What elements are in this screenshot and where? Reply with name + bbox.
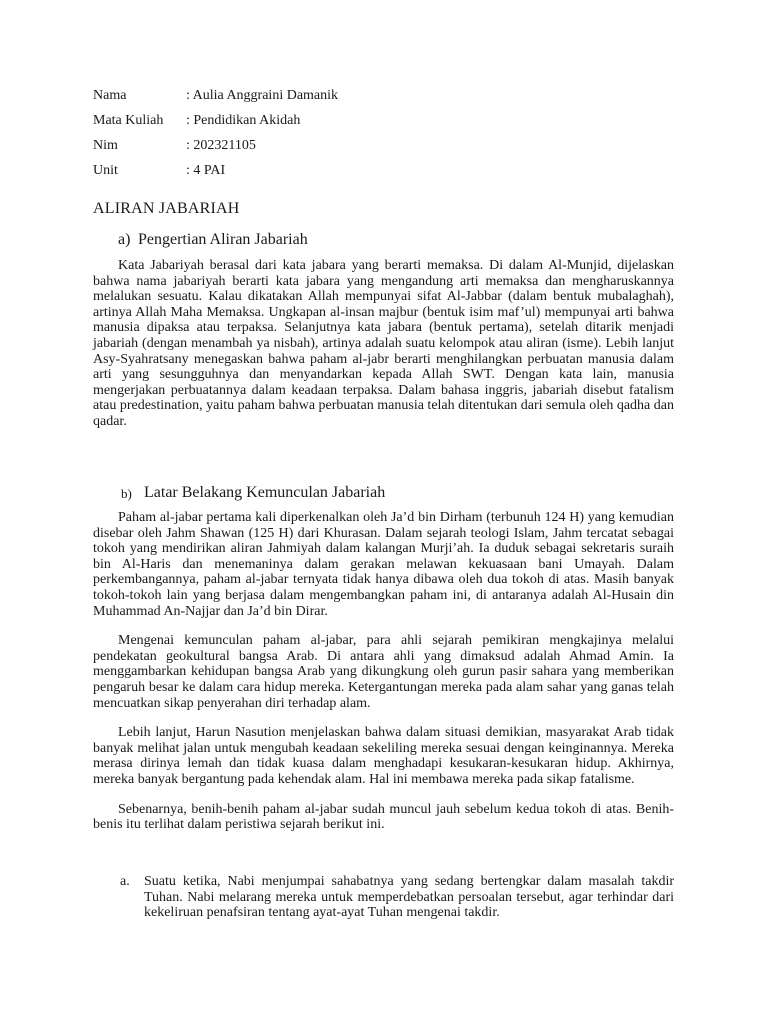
info-label: Mata Kuliah (93, 113, 164, 128)
info-label: Unit (93, 163, 118, 178)
paragraph: Mengenai kemunculan paham al-jabar, para ahli sejarah pemikiran mengkajinya melalui pendekatan geokultural bangsa Arab. Di antara ahli yang dimaksud adalah Ahmad Amin. Ia menggambarkan kehidupan bangsa Arab yang dikungkung oleh gurun pasir sahara yang memberikan pengaruh besar ke dalam cara hidup mereka. Ketergantungan mereka pada alam sahar yang ganas telah mencuatkan sikap penyerahan diri terhadap alam. (93, 633, 674, 711)
paragraph: Kata Jabariyah berasal dari kata jabara yang berarti memaksa. Di dalam Al-Munjid, dijelaskan bahwa nama jabariyah berarti kata jabara yang mengandung arti memaksa dan mengharuskannya melalukan sesuatu. Kalau dikatakan Allah mempunyai sifat Al-Jabbar (dalam bentuk mubalaghah), artinya Allah Maha Memaksa. Ungkapan al-insan majbur (bentuk isim maf’ul) mempunyai arti bahwa manusia dipaksa atau terpaksa. Selanjutnya kata jabara (bentuk pertama), setelah ditarik menjadi jabariah (dengan menambah ya nisbah), artinya adalah suatu kelompok atau aliran (isme). Lebih lanjut Asy-Syahratsany menegaskan bahwa paham al-jabr berarti menghilangkan perbuatan manusia dalam arti yang sesungguhnya dan menyandarkan kepada Allah SWT. Dengan kata lain, manusia mengerjakan perbuatannya dalam keadaan terpaksa. Dalam bahasa inggris, jabariah disebut fatalism atau predestination, yaitu paham bahwa perbuatan manusia telah ditentukan dari semula oleh qadha dan qadar. (93, 258, 674, 429)
section-letter: b) (121, 486, 132, 501)
info-value: : Pendidikan Akidah (186, 113, 301, 128)
info-value: : Aulia Anggraini Damanik (186, 88, 339, 103)
paragraph: Sebenarnya, benih-benih paham al-jabar sudah muncul jauh sebelum kedua tokoh di atas. Benih-benis itu terlihat dalam peristiwa sejarah berikut ini. (93, 801, 674, 833)
list-text: Suatu ketika, Nabi menjumpai sahabatnya yang sedang bertengkar dalam masalah takdir Tuhan. Nabi melarang mereka untuk memperdebatkan persoalan tersebut, agar terhindar dari kekeliruan penafsiran tentang ayat-ayat Tuhan mengenai takdir. (144, 874, 674, 921)
info-row-unit (93, 161, 338, 186)
student-info (93, 86, 338, 186)
document-title: ALIRAN JABARIAH (93, 200, 240, 217)
list-marker: a. (120, 874, 130, 889)
section-heading-b (121, 484, 385, 502)
info-label: Nim (93, 138, 118, 153)
paragraph: Lebih lanjut, Harun Nasution menjelaskan bahwa dalam situasi demikian, masyarakat Arab tidak banyak melihat jalan untuk mengubah keadaan sekeliling mereka sesuai dengan keinginannya. Mereka merasa dirinya lemah dan tidak kuasa dalam menghadapi kesukaran-kesukaran hidup. Akhirnya, mereka banyak bergantung pada kehendak alam. Hal ini membawa mereka pada sikap fatalisme. (93, 725, 674, 787)
info-row-nim (93, 136, 338, 161)
paragraph: Paham al-jabar pertama kali diperkenalkan oleh Ja’d bin Dirham (terbunuh 124 H) yang kemudian disebar oleh Jahm Shawan (125 H) dari Khurasan. Dalam sejarah teologi Islam, Jahm tercatat sebagai tokoh yang mendirikan aliran Jahmiyah dalam kalangan Murji’ah. Ia duduk sebagai sekretaris suraih bin Al-Haris dan menemaninya dalam gerakan melawan kekuasaan bani Umayah. Dalam perkembangannya, paham al-jabar ternyata tidak hanya dibawa oleh dua tokoh di atas. Masih banyak tokoh-tokoh lain yang berjasa dalam mengembangkan paham ini, di antaranya adalah Al-Husain din Muhammad An-Najjar dan Ja’d bin Dirar. (93, 510, 674, 619)
info-value: : 4 PAI (186, 163, 226, 178)
info-row-course (93, 111, 338, 136)
section-heading-a (118, 231, 308, 249)
section-a-body (93, 258, 674, 430)
info-label: Nama (93, 88, 127, 103)
info-value: : 202321105 (186, 138, 256, 153)
section-title: Latar Belakang Kemunculan Jabariah (144, 484, 386, 501)
section-b-body (93, 510, 674, 833)
list-item (120, 874, 674, 921)
section-title: Pengertian Aliran Jabariah (138, 231, 308, 248)
section-letter: a) (118, 231, 131, 248)
info-row-name (93, 86, 338, 111)
